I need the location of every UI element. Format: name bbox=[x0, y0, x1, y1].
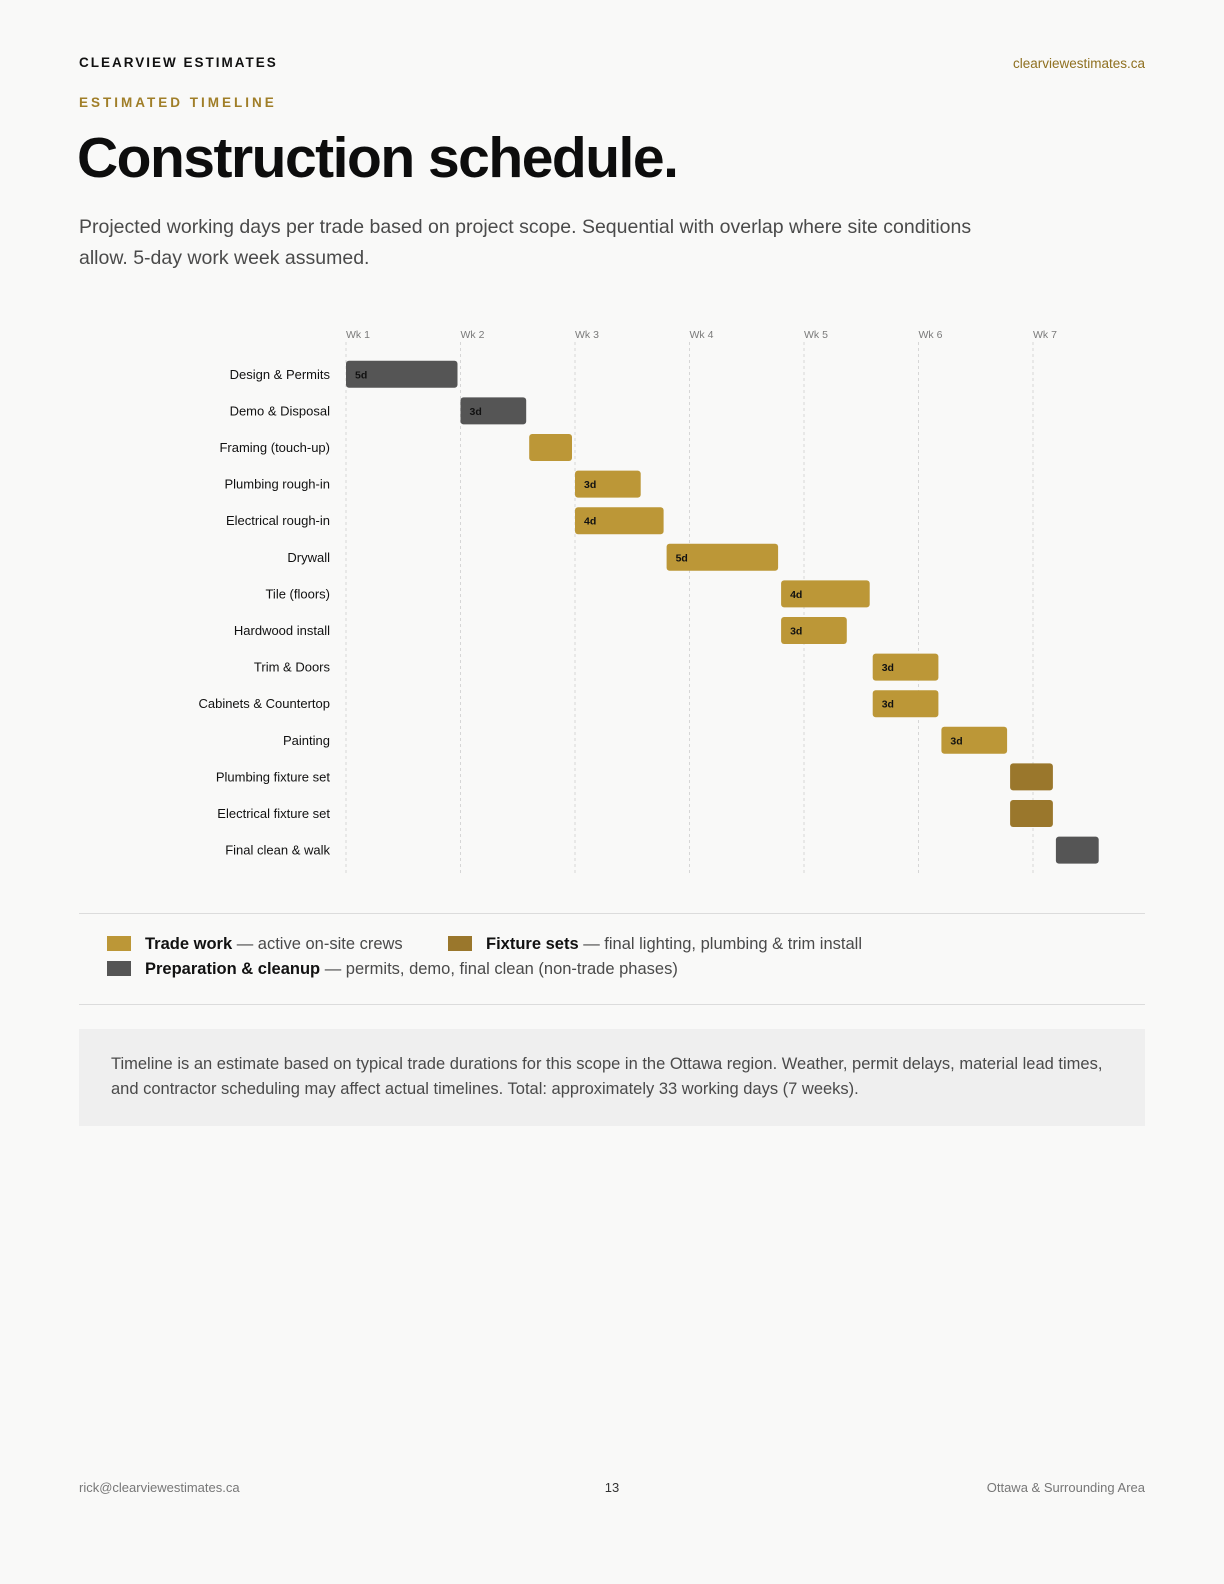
task-bar-label: 5d bbox=[675, 552, 688, 565]
legend-trade-desc: — active on-site crews bbox=[232, 935, 403, 953]
row-label: Electrical fixture set bbox=[217, 806, 330, 821]
disclaimer-text: Timeline is an estimate based on typical trade durations for this scope in the Ottawa region. Weather, permit delays, material lead times, and contractor scheduling may affect actual timelines. Total: approximately 33 working days (7 weeks). bbox=[111, 1055, 1103, 1098]
legend-prep-desc: — permits, demo, final clean (non-trade phases) bbox=[320, 960, 678, 978]
website-link[interactable]: clearviewestimates.ca bbox=[1012, 56, 1145, 71]
task-bar bbox=[1010, 763, 1053, 790]
tick-label-week-4: Wk 4 bbox=[689, 329, 714, 341]
row-label: Electrical rough-in bbox=[225, 513, 330, 529]
task-bar-label: 3d bbox=[469, 405, 482, 418]
task-bar-label: 3d bbox=[881, 698, 894, 711]
row-label: Plumbing rough-in bbox=[224, 476, 330, 492]
tick-label-week-5: Wk 5 bbox=[804, 329, 828, 341]
row-label: Painting bbox=[283, 732, 330, 748]
task-bar-label: 5d bbox=[355, 369, 368, 382]
footer-page-number: 13 bbox=[604, 1480, 620, 1495]
row-label: Cabinets & Countertop bbox=[198, 696, 330, 712]
page bbox=[79, 0, 1145, 1584]
row-label: Plumbing fixture set bbox=[215, 769, 330, 785]
task-bar-label: 3d bbox=[584, 479, 597, 492]
gantt-chart bbox=[79, 320, 1145, 880]
divider-bottom bbox=[79, 1004, 1145, 1005]
footer-email[interactable]: rick@clearviewestimates.ca bbox=[79, 1480, 240, 1495]
legend-prep-title: Preparation & cleanup bbox=[145, 960, 321, 978]
section-eyebrow: ESTIMATED TIMELINE bbox=[79, 95, 277, 110]
disclaimer-note bbox=[79, 1029, 1145, 1126]
top-bar bbox=[79, 55, 1145, 75]
tick-label-week-7: Wk 7 bbox=[1033, 329, 1057, 341]
tick-label-week-2: Wk 2 bbox=[460, 329, 485, 341]
legend-swatch-trade bbox=[107, 936, 131, 951]
legend-item-prep bbox=[107, 957, 678, 982]
task-bar bbox=[1056, 837, 1099, 864]
tick-label-week-3: Wk 3 bbox=[575, 329, 599, 341]
page-title: Construction schedule. bbox=[77, 126, 678, 190]
legend-fixture-title: Fixture sets bbox=[486, 935, 579, 953]
footer bbox=[79, 1480, 1145, 1500]
brand-name: CLEARVIEW ESTIMATES bbox=[79, 55, 278, 70]
row-label: Design & Permits bbox=[229, 366, 330, 382]
legend-item-trade bbox=[107, 932, 403, 957]
legend bbox=[107, 932, 1127, 982]
legend-fixture-desc: — final lighting, plumbing & trim install bbox=[578, 935, 862, 953]
task-bar-label: 3d bbox=[790, 625, 803, 638]
row-label: Demo & Disposal bbox=[229, 403, 330, 419]
legend-item-fixture bbox=[448, 932, 862, 957]
task-bar-label: 4d bbox=[790, 588, 803, 601]
tick-label-week-6: Wk 6 bbox=[918, 329, 943, 341]
legend-swatch-fixture bbox=[448, 936, 472, 951]
task-bar-label: 4d bbox=[584, 515, 597, 528]
task-bar bbox=[529, 434, 572, 461]
page-lede: Projected working days per trade based on project scope. Sequential with overlap where site conditions allow. 5-day work week assumed. bbox=[79, 216, 972, 269]
legend-swatch-prep bbox=[107, 961, 131, 976]
tick-label-week-1: Wk 1 bbox=[346, 329, 370, 341]
divider-top bbox=[79, 913, 1145, 914]
row-label: Hardwood install bbox=[233, 623, 330, 638]
row-label: Trim & Doors bbox=[253, 659, 330, 675]
legend-trade-title: Trade work bbox=[145, 935, 233, 953]
row-label: Framing (touch-up) bbox=[219, 440, 330, 455]
row-label: Tile (floors) bbox=[265, 586, 330, 602]
row-label: Drywall bbox=[287, 549, 330, 565]
task-bar bbox=[1010, 800, 1053, 827]
task-bar-label: 3d bbox=[881, 662, 894, 675]
task-bar-label: 3d bbox=[950, 735, 963, 748]
row-label: Final clean & walk bbox=[225, 842, 330, 858]
footer-region: Ottawa & Surrounding Area bbox=[986, 1480, 1145, 1495]
